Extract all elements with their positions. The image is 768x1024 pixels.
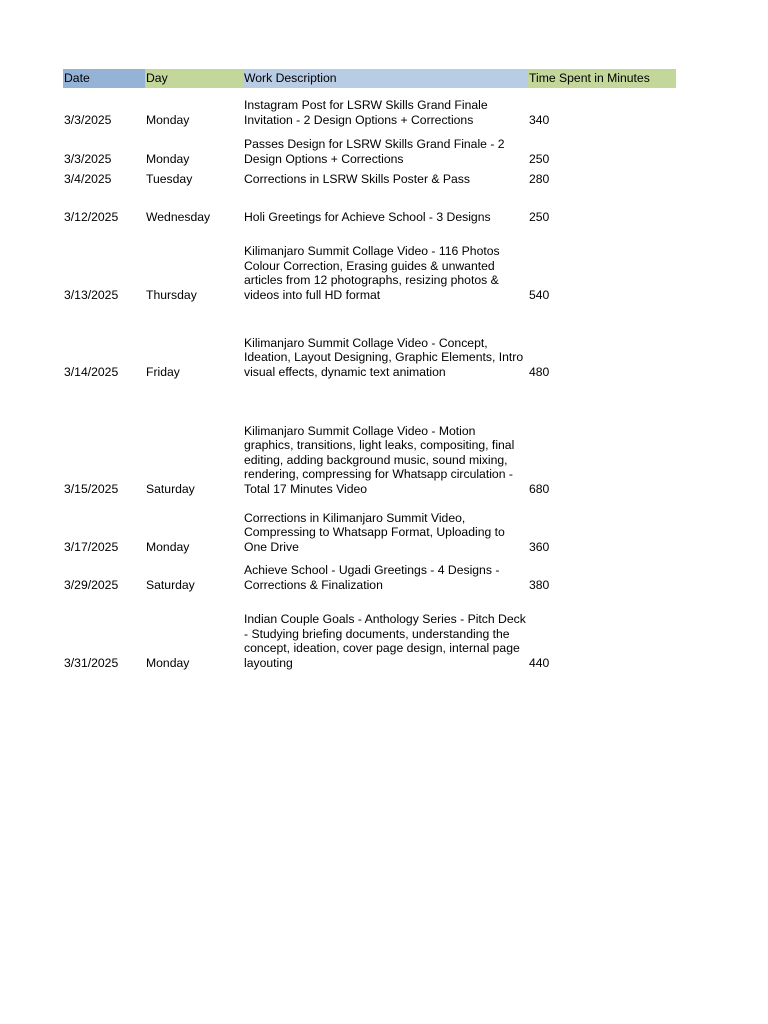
description-cell: Holi Greetings for Achieve School - 3 Designs <box>244 209 491 224</box>
time-cell: 360 <box>529 539 550 554</box>
table-row <box>63 127 676 166</box>
date-cell: 3/3/2025 <box>64 112 112 127</box>
day-cell: Saturday <box>146 481 195 496</box>
header-work-description: Work Description <box>243 69 528 88</box>
time-cell: 250 <box>529 151 550 166</box>
date-cell: 3/13/2025 <box>64 287 119 302</box>
day-cell: Friday <box>146 364 180 379</box>
worklog-table <box>63 69 676 670</box>
time-cell: 340 <box>529 112 550 127</box>
date-cell: 3/17/2025 <box>64 539 119 554</box>
date-cell: 3/31/2025 <box>64 655 119 670</box>
description-cell: Kilimanjaro Summit Collage Video - Motion graphics, transitions, light leaks, compositing, final editing, adding background music, sound mixing, rendering, compressing for Whatsapp circulation - Total 17 Minutes Video <box>244 423 515 496</box>
header-time-spent: Time Spent in Minutes <box>528 69 676 88</box>
description-cell: Kilimanjaro Summit Collage Video - 116 Photos Colour Correction, Erasing guides & unwanted articles from 12 photographs, resizing photos & videos into full HD format <box>244 244 500 302</box>
time-cell: 440 <box>529 655 550 670</box>
date-cell: 3/3/2025 <box>64 151 112 166</box>
time-cell: 680 <box>529 481 550 496</box>
table-row <box>63 592 676 670</box>
worklog-sheet <box>63 69 676 670</box>
header-date: Date <box>63 69 145 88</box>
description-cell: Instagram Post for LSRW Skills Grand Finale Invitation - 2 Design Options + Corrections <box>244 98 488 127</box>
description-cell: Indian Couple Goals - Anthology Series - Pitch Deck - Studying briefing documents, understanding the concept, ideation, cover page design, internal page layouting <box>244 612 526 670</box>
time-cell: 380 <box>529 577 550 592</box>
header-row <box>63 69 676 88</box>
table-row <box>63 496 676 554</box>
time-cell: 540 <box>529 287 550 302</box>
day-cell: Thursday <box>146 287 197 302</box>
day-cell: Saturday <box>146 577 195 592</box>
table-row <box>63 302 676 379</box>
table-row <box>63 224 676 302</box>
description-cell: Passes Design for LSRW Skills Grand Finale - 2 Design Options + Corrections <box>244 137 505 166</box>
table-row <box>63 186 676 224</box>
description-cell: Corrections in LSRW Skills Poster & Pass <box>244 171 470 186</box>
time-cell: 280 <box>529 171 550 186</box>
table-row <box>63 88 676 127</box>
day-cell: Tuesday <box>146 171 193 186</box>
table-row <box>63 166 676 186</box>
description-cell: Corrections in Kilimanjaro Summit Video, Compressing to Whatsapp Format, Uploading to One Drive <box>244 510 505 554</box>
day-cell: Monday <box>146 655 190 670</box>
date-cell: 3/15/2025 <box>64 481 119 496</box>
date-cell: 3/14/2025 <box>64 364 119 379</box>
day-cell: Monday <box>146 539 190 554</box>
date-cell: 3/12/2025 <box>64 209 119 224</box>
header-day: Day <box>145 69 243 88</box>
day-cell: Monday <box>146 151 190 166</box>
time-cell: 250 <box>529 209 550 224</box>
date-cell: 3/29/2025 <box>64 577 119 592</box>
date-cell: 3/4/2025 <box>64 171 112 186</box>
day-cell: Monday <box>146 112 190 127</box>
day-cell: Wednesday <box>146 209 211 224</box>
time-cell: 480 <box>529 364 550 379</box>
table-row <box>63 379 676 496</box>
description-cell: Achieve School - Ugadi Greetings - 4 Designs - Corrections & Finalization <box>244 563 500 592</box>
table-row <box>63 554 676 592</box>
description-cell: Kilimanjaro Summit Collage Video - Concept, Ideation, Layout Designing, Graphic Elements, Intro visual effects, dynamic text animation <box>244 335 524 379</box>
